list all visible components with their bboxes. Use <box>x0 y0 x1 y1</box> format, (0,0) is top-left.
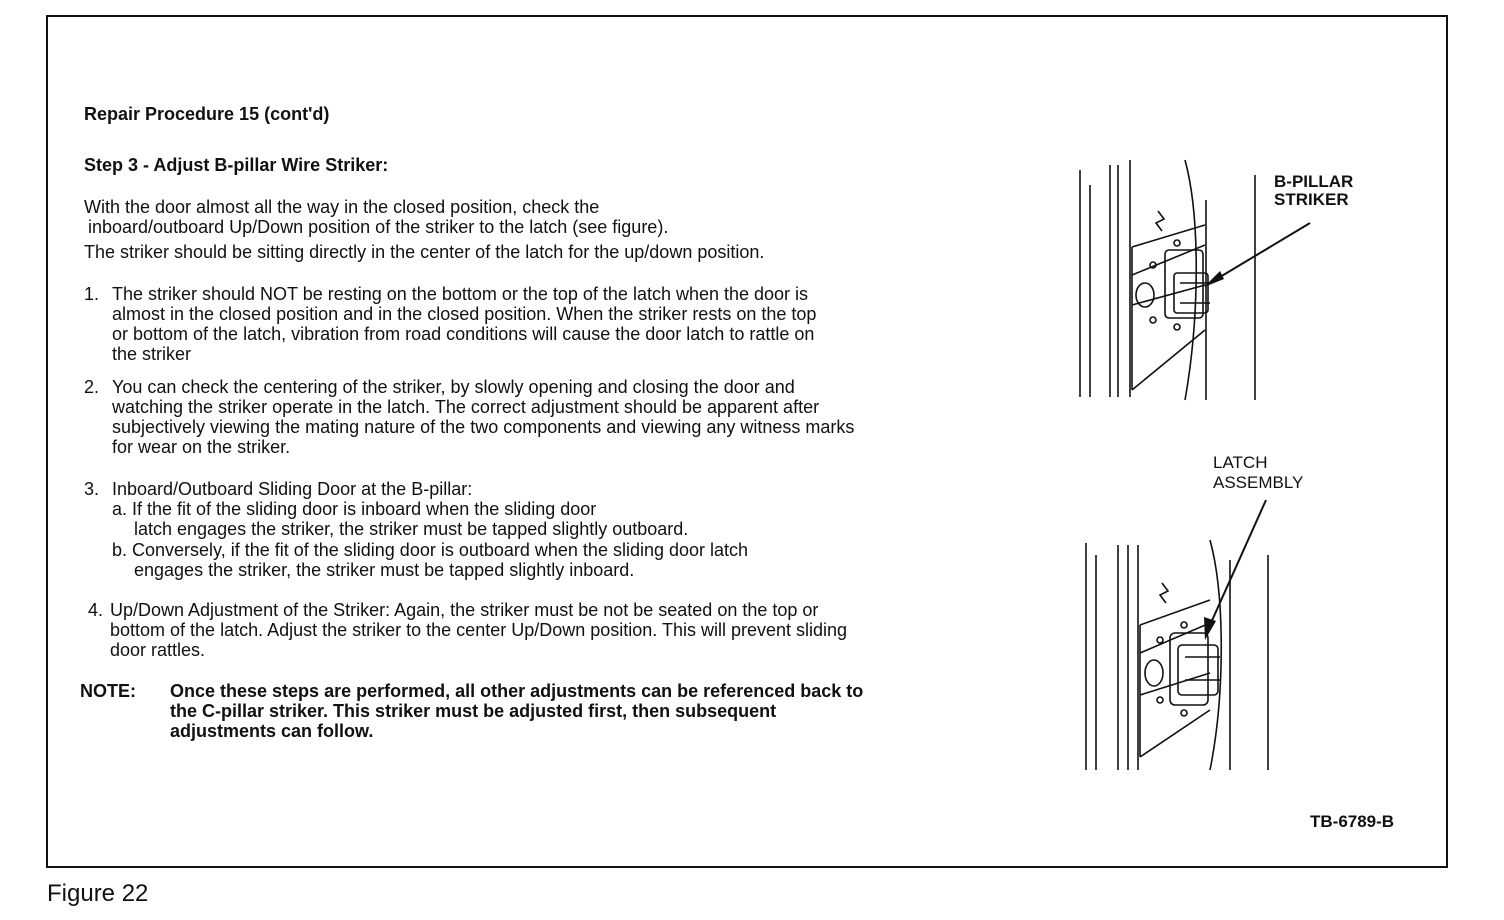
intro-line-3: The striker should be sitting directly in the center of the latch for the up/down position. <box>84 242 765 262</box>
item-1-line: The striker should NOT be resting on the bottom or the top of the latch when the door is <box>112 284 809 304</box>
b-pillar-callout-line2: STRIKER <box>1274 190 1349 209</box>
latch-assembly-illustration <box>1070 495 1310 775</box>
document-number: TB-6789-B <box>1310 812 1395 831</box>
step-title: Step 3 - Adjust B-pillar Wire Striker: <box>84 155 389 175</box>
item-1-line: or bottom of the latch, vibration from road conditions will cause the door latch to rattle on <box>112 324 815 344</box>
item-2-line: You can check the centering of the striker, by slowly opening and closing the door and <box>112 377 795 397</box>
item-2-line: for wear on the striker. <box>112 437 291 457</box>
item-2-line: subjectively viewing the mating nature of the two components and viewing any witness marks <box>112 417 855 437</box>
latch-arrowhead <box>1204 617 1216 640</box>
item-4-line: door rattles. <box>110 640 206 660</box>
note-line: the C-pillar striker. This striker must be adjusted first, then subsequent <box>170 701 777 721</box>
item-3a-line: a. If the fit of the sliding door is inboard when the sliding door <box>112 499 597 519</box>
note-label: NOTE: <box>80 681 136 701</box>
item-3-line: Inboard/Outboard Sliding Door at the B-pillar: <box>112 479 473 499</box>
item-3-number: 3. <box>84 479 100 499</box>
note-line: Once these steps are performed, all other adjustments can be referenced back to <box>170 681 864 701</box>
item-3b-line: b. Conversely, if the fit of the sliding door is outboard when the sliding door latch <box>112 540 749 560</box>
intro-line-1: With the door almost all the way in the closed position, check the <box>84 197 600 217</box>
item-4-number: 4. <box>88 600 104 620</box>
intro-line-2: inboard/outboard Up/Down position of the striker to the latch (see figure). <box>88 217 669 237</box>
item-4-line: Up/Down Adjustment of the Striker: Again, the striker must be not be seated on the top or <box>110 600 819 620</box>
item-1-line: almost in the closed position and in the closed position. When the striker rests on the top <box>112 304 817 324</box>
item-1-line: the striker <box>112 344 192 364</box>
latch-callout-line1: LATCH <box>1213 453 1268 472</box>
item-3b-line: engages the striker, the striker must be tapped slightly inboard. <box>134 560 635 580</box>
latch-callout-line2: ASSEMBLY <box>1213 473 1304 492</box>
item-4-line: bottom of the latch. Adjust the striker to the center Up/Down position. This will prevent sliding <box>110 620 848 640</box>
page-heading: Repair Procedure 15 (cont'd) <box>84 104 330 124</box>
note-line: adjustments can follow. <box>170 721 374 741</box>
item-2-number: 2. <box>84 377 100 397</box>
item-3a-line: latch engages the striker, the striker must be tapped slightly outboard. <box>134 519 689 539</box>
item-2-line: watching the striker operate in the latch. The correct adjustment should be apparent after <box>112 397 820 417</box>
b-pillar-callout-line1: B-PILLAR <box>1274 172 1354 191</box>
item-1-number: 1. <box>84 284 100 304</box>
figure-caption: Figure 22 <box>47 880 149 907</box>
